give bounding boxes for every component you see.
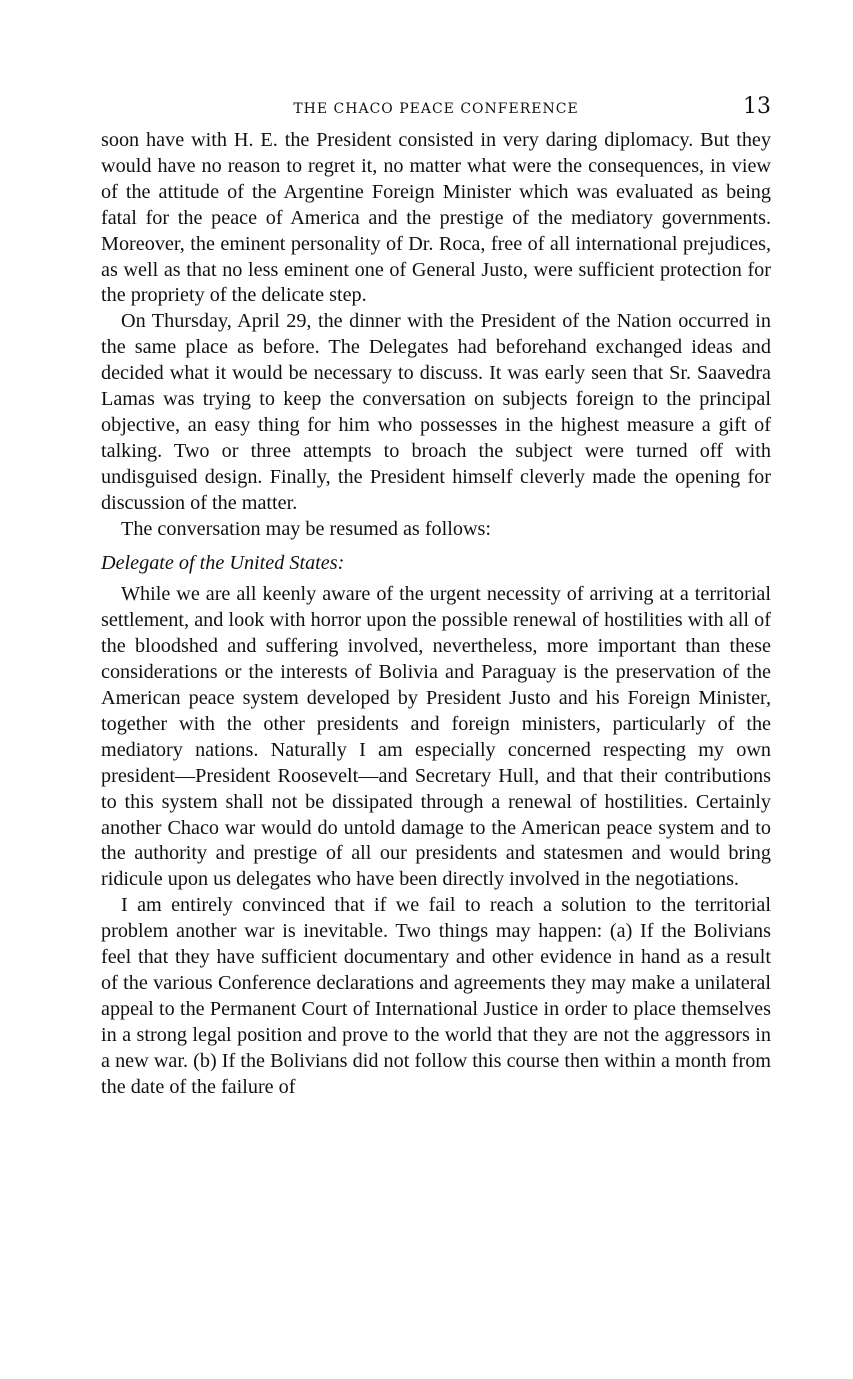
paragraph-dinner: On Thursday, April 29, the dinner with the President of the Nation occurred in the same place as before. The Delegates had beforehand exchanged ideas and decided what it would be necessary to discuss. It was early seen that Sr. Saavedra Lamas was trying to keep the conversation on subjects foreign to the principal objective, an easy thing for him who possesses in the highest measure a gift of talking. Two or three attempts to broach the subject were turned off with undisguised design. Finally, the President himself cleverly made the opening for discussion of the matter. (101, 310, 771, 514)
paragraph-conversation-intro: The conversation may be resumed as follows: (121, 517, 491, 540)
speech-paragraph: While we are all keenly aware of the urgent necessity of arriving at a territorial settlement, and look with horror upon the possible renewal of hostilities with all of the bloodshed and suffering involved, nevertheless, more important than these considerations or the interests of Bolivia and Paraguay is the preservation of the American peace system developed by President Justo and his Foreign Minister, together with the other presidents and foreign ministers, particularly of the mediatory nations. Naturally I am especially concerned respecting my own president—President Roosevelt—and Secretary Hull, and that their contributions to this system shall not be dissipated through a renewal of hostilities. Certainly another Chaco war would do untold damage to the American peace system and to the authority and prestige of all our presidents and statesmen and would bring ridicule upon us delegates who have been directly involved in the negotiations. (101, 583, 771, 891)
paragraph-continued: soon have with H. E. the President consisted in very daring diplomacy. But they would have no reason to regret it, no matter what were the consequences, in view of the attitude of the Argentine Foreign Minister which was evaluated as being fatal for the peace of America and the prestige of the mediatory governments. Moreover, the eminent personality of Dr. Roca, free of all international prejudices, as well as that no less eminent one of General Justo, were sufficient protection for the propriety of the delicate step. (101, 129, 771, 307)
speaker-label: Delegate of the United States: (101, 551, 345, 574)
body-text (101, 128, 771, 1101)
running-title: THE CHACO PEACE CONFERENCE (293, 101, 579, 117)
page-number: 13 (743, 94, 771, 119)
book-page (101, 92, 771, 1101)
speech-paragraph: I am entirely convinced that if we fail to reach a solution to the territorial problem another war is inevitable. Two things may happen: (a) If the Bolivians feel that they have sufficient documentary and other evidence in hand as a result of the various Conference declarations and agreements they may make a unilateral appeal to the Permanent Court of International Justice in order to place themselves in a strong legal position and prove to the world that they are not the aggressors in a new war. (b) If the Bolivians did not follow this course then within a month from the date of the failure of (101, 894, 771, 1098)
running-header (101, 92, 771, 128)
